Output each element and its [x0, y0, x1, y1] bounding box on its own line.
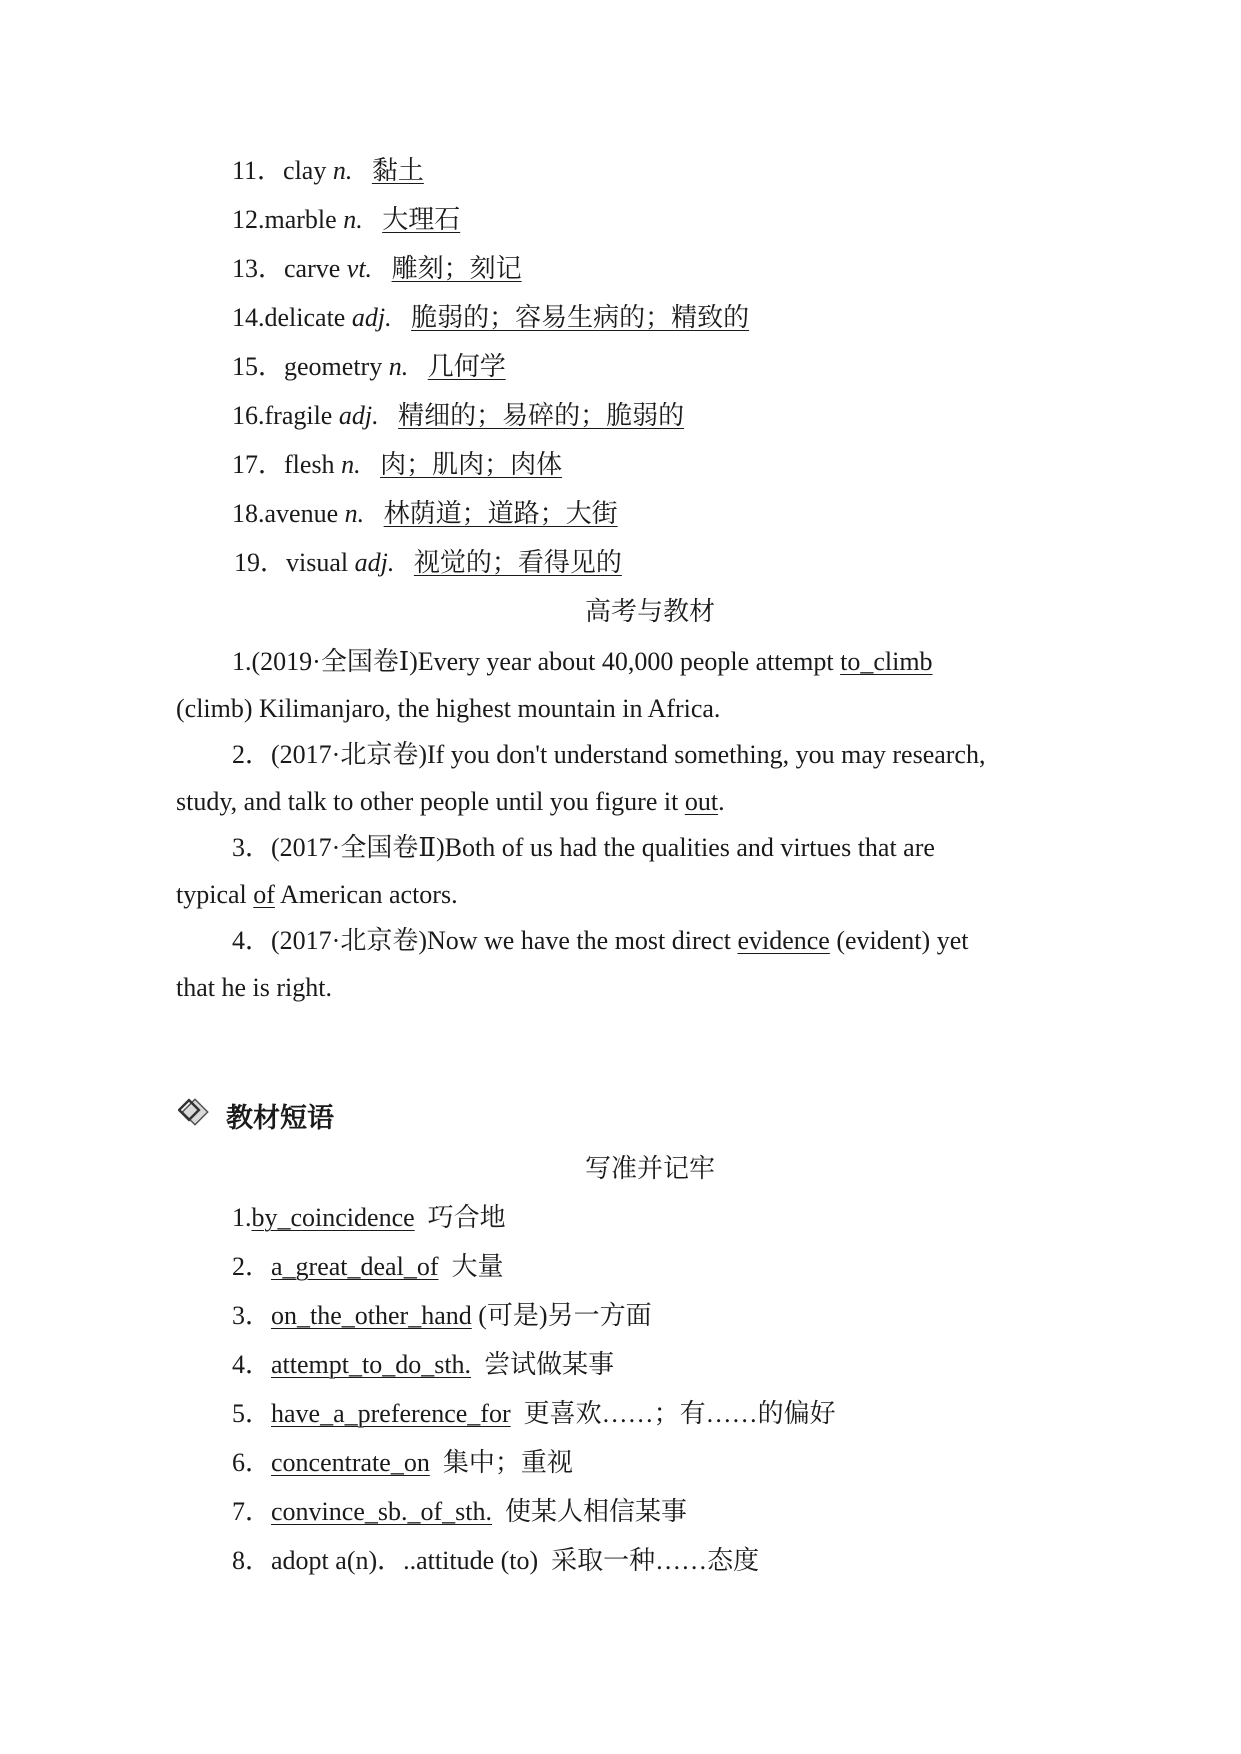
vocab-meaning: 大理石: [382, 205, 461, 234]
phrase-meaning: (可是)另一方面: [478, 1301, 652, 1330]
vocab-pos: vt.: [346, 254, 373, 283]
vocab-pos: adj.: [354, 548, 395, 577]
exam-text: that he is right.: [176, 973, 332, 1002]
vocab-word: geometry: [284, 352, 383, 381]
vocab-number: 18.: [232, 499, 265, 528]
phrase-number: 7．: [232, 1497, 272, 1526]
vocab-pos: n.: [341, 450, 361, 479]
phrase-item: [232, 1397, 836, 1431]
vocab-word: avenue: [264, 499, 339, 528]
phrase-item: [232, 1544, 759, 1578]
vocab-meaning: 林荫道；道路；大街: [383, 499, 618, 528]
vocab-meaning: 脆弱的；容易生病的；精致的: [411, 303, 750, 332]
phrase-text: have_a_preference_for: [271, 1399, 511, 1428]
vocab-number: 14.: [232, 303, 265, 332]
vocab-number: 15．: [232, 352, 285, 381]
phrase-item: [232, 1250, 504, 1284]
phrase-text: adopt a(n)．..attitude (to): [271, 1546, 539, 1575]
exam-line: [176, 692, 720, 726]
exam-text: typical: [176, 880, 254, 909]
exam-line: [176, 785, 725, 819]
vocab-item: [232, 497, 618, 531]
vocab-meaning: 雕刻；刻记: [391, 254, 522, 283]
exam-line: [232, 738, 985, 772]
phrase-number: 8．: [232, 1546, 272, 1575]
exam-text: (climb) Kilimanjaro, the highest mountain in Africa.: [176, 694, 721, 723]
vocab-number: 11．: [232, 156, 284, 185]
vocab-word: marble: [264, 205, 337, 234]
phrase-text: convince_sb._of_sth.: [271, 1497, 492, 1526]
vocab-number: 16.: [232, 401, 265, 430]
exam-answer: evidence: [737, 926, 830, 955]
exam-line: [232, 831, 935, 865]
vocab-word: clay: [283, 156, 327, 185]
phrase-item: [232, 1201, 506, 1235]
vocab-pos: n.: [388, 352, 409, 381]
vocab-pos: adj.: [338, 401, 379, 430]
vocab-item: [232, 203, 460, 237]
exam-text: 1.(2019·全国卷Ⅰ)Every year about 40,000 people attempt: [232, 647, 841, 676]
phrase-heading: 写准并记牢: [584, 1154, 715, 1183]
exam-answer: out: [684, 787, 719, 816]
exam-heading: 高考与教材: [584, 597, 715, 626]
exam-text: 4．(2017·北京卷)Now we have the most direct: [232, 926, 738, 955]
vocab-pos: n.: [344, 499, 365, 528]
phrase-meaning: 大量: [451, 1252, 504, 1281]
vocab-item: [232, 252, 522, 286]
phrase-number: 2．: [232, 1252, 272, 1281]
vocab-word: flesh: [284, 450, 335, 479]
phrase-item: [232, 1446, 573, 1480]
phrase-meaning: 集中；重视: [442, 1448, 573, 1477]
vocab-item: [232, 301, 749, 335]
vocab-word: visual: [286, 548, 349, 577]
exam-line: [232, 924, 968, 958]
phrase-text: attempt_to_do_sth.: [271, 1350, 472, 1379]
vocab-item: [232, 399, 684, 433]
phrase-text: concentrate_on: [271, 1448, 430, 1477]
exam-text: 2．(2017·北京卷)If you don't understand something, you may research,: [232, 740, 986, 769]
diamond-icon: [178, 1095, 212, 1136]
exam-text: study, and talk to other people until you figure it: [176, 787, 685, 816]
vocab-meaning: 精细的；易碎的；脆弱的: [398, 401, 685, 430]
phrase-number: 3．: [232, 1301, 272, 1330]
exam-text: American actors.: [274, 880, 458, 909]
exam-answer: of: [253, 880, 275, 909]
phrase-meaning: 巧合地: [427, 1203, 506, 1232]
vocab-number: 17．: [232, 450, 285, 479]
vocab-meaning: 黏土: [371, 156, 424, 185]
vocab-pos: n.: [332, 156, 353, 185]
vocab-number: 13．: [232, 254, 285, 283]
vocab-number: 12.: [232, 205, 265, 234]
phrase-meaning: 使某人相信某事: [504, 1497, 687, 1526]
phrase-number: 1.: [232, 1203, 252, 1232]
vocab-number: 19．: [234, 548, 287, 577]
phrase-number: 6．: [232, 1448, 272, 1477]
exam-line: [176, 878, 458, 912]
vocab-pos: n.: [343, 205, 363, 234]
vocab-word: delicate: [264, 303, 346, 332]
phrase-meaning: 采取一种……态度: [551, 1546, 760, 1575]
phrase-text: a_great_deal_of: [271, 1252, 439, 1281]
section-header: [178, 1095, 334, 1136]
phrase-number: 5．: [232, 1399, 272, 1428]
phrase-text: on_the_other_hand: [271, 1301, 472, 1330]
exam-line: [232, 645, 933, 679]
vocab-item: [232, 448, 562, 482]
phrase-item: [232, 1348, 614, 1382]
vocab-pos: adj.: [351, 303, 392, 332]
phrase-number: 4．: [232, 1350, 272, 1379]
vocab-meaning: 肉；肌肉；肉体: [380, 450, 563, 479]
exam-answer: to_climb: [840, 647, 933, 676]
phrase-item: [232, 1495, 687, 1529]
vocab-meaning: 视觉的；看得见的: [413, 548, 622, 577]
vocab-item: [232, 154, 424, 188]
exam-text: .: [718, 787, 725, 816]
vocab-item: [234, 546, 622, 580]
phrase-meaning: 尝试做某事: [484, 1350, 615, 1379]
phrase-item: [232, 1299, 652, 1333]
vocab-item: [232, 350, 506, 384]
vocab-word: carve: [284, 254, 341, 283]
section-title: 教材短语: [226, 1103, 334, 1134]
phrase-meaning: 更喜欢……；有……的偏好: [523, 1399, 836, 1428]
phrase-text: by_coincidence: [251, 1203, 415, 1232]
exam-text: 3．(2017·全国卷Ⅱ)Both of us had the qualities and virtues that are: [232, 833, 935, 862]
exam-text: (evident) yet: [829, 926, 969, 955]
exam-line: [176, 971, 332, 1005]
vocab-meaning: 几何学: [427, 352, 506, 381]
vocab-word: fragile: [264, 401, 333, 430]
